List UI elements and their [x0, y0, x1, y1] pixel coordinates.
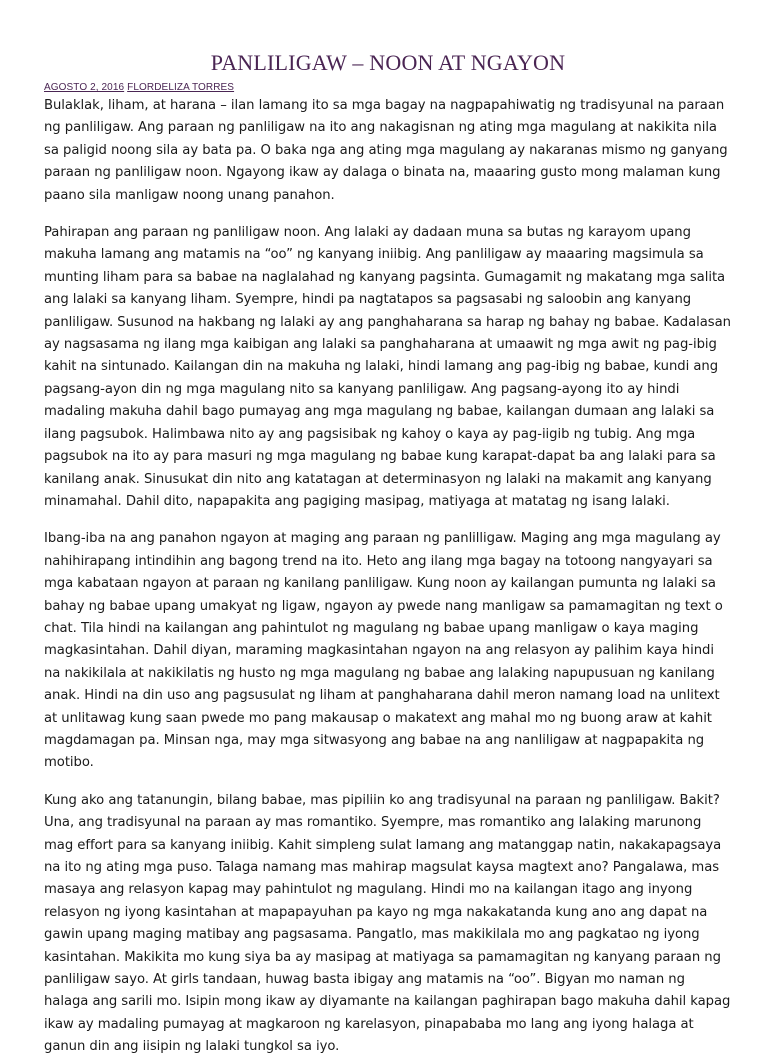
article-paragraph: Ibang-iba na ang panahon ngayon at maging ang paraan ng panlilligaw. Maging ang mga magulang ay nahihirapang intindihin ang bagong trend na ito. Heto ang ilang mga bagay na totoong nangyayari sa mga kabataan ngayon at paraan ng kanilang panliligaw. Kung noon ay kailangan pumunta ng lalaki sa bahay ng babae upang umakyat ng ligaw, ngayon ay pwede nang manligaw sa pamamagitan ng text o chat. Tila hindi na kailangan ang pahintulot ng magulang ng babae upang manligaw o kaya maging magkasintahan. Dahil diyan, maraming magkasintahan ngayon na ang relasyon ay palihim kaya hindi na nakikilala at nakikilatis ng husto ng mga magulang ng babae ang lalaking napupusuan ng kanilang anak. Hindi na din uso ang pagsusulat ng liham at panghaharana dahil meron namang load na unlitext at unlitawag kung saan pwede mo pang makausap o makatext ang mahal mo ng buong araw at kahit magdamagan pa. Minsan nga, may mga sitwasyong ang babae na ang nanliligaw at nagpapakita ng motibo.	[44, 531, 723, 771]
article-paragraph: Pahirapan ang paraan ng panliligaw noon. Ang lalaki ay dadaan muna sa butas ng karayom upang makuha lamang ang matamis na “oo” ng kanyang iniibig. Ang panliligaw ay maaaring magsimula sa munting liham para sa babae na naglalahad ng kanyang pagsinta. Gumagamit ng makatang mga salita ang lalaki sa kanyang liham. Syempre, hindi pa nagtatapos sa pagsasabi ng saloobin ang kanyang panliligaw. Susunod na hakbang ng lalaki ay ang panghaharana sa harap ng bahay ng babae. Kadalasan ay nagsasama ng ilang mga kaibigan ang lalaki sa panghaharana at umaawit ng mga awit ng pag-ibig kahit na sintunado. Kailangan din na makuha ng lalaki, hindi lamang ang pag-ibig ng babae, kundi ang pagsang-ayon din ng mga magulang nito sa kanyang panliligaw. Ang pagsang-ayong ito ay hindi madaling makuha dahil bago pumayag ang mga magulang ng babae, kailangan dumaan ang lalaki sa ilang pagsubok. Halimbawa nito ay ang pagsisibak ng kahoy o kaya ay pag-iigib ng tubig. Ang mga pagsubok na ito ay para masuri ng mga magulang ng babae kung karapat-dapat ba ang lalaki para sa kanilang anak. Sinusukat din nito ang katatagan at determinasyon ng lalaki na makamit ang kanyang minamahal. Dahil dito, napapakita ang pagiging masipag, matiyaga at matatag ng isang lalaki.	[44, 225, 731, 509]
article-paragraph: Kung ako ang tatanungin, bilang babae, mas pipiliin ko ang tradisyunal na paraan ng panliligaw. Bakit? Una, ang tradisyunal na paraan ay mas romantiko. Syempre, mas romantiko ang lalaking marunong mag effort para sa kanyang iniibig. Kahit simpleng sulat lamang ang matanggap natin, nakakapagsaya na ito ng ating mga puso. Talaga namang mas mahirap magsulat kaysa magtext ano? Pangalawa, mas masaya ang relasyon kapag may pahintulot ng magulang. Hindi mo na kailangan itago ang inyong relasyon ng iyong kasintahan at mapapayuhan pa kayo ng mga nakakatanda kung ano ang dapat na gawin upang maging matibay ang pagsasama. Pangatlo, mas makikilala mo ang pagkatao ng iyong kasintahan. Makikita mo kung siya ba ay masipag at matiyaga sa pamamagitan ng kanyang paraan ng panliligaw sayo. At girls tandaan, huwag basta ibigay ang matamis na “oo”. Bigyan mo naman ng halaga ang sarili mo. Isipin mong ikaw ay diyamante na kailangan paghirapan bago makuha dahil kapag ikaw ay madaling pumayag at magkaroon ng karelasyon, pinapababa mo lang ang iyong halaga at ganun din ang iisipin ng lalaki tungkol sa iyo.	[44, 792, 731, 1055]
article-meta	[44, 82, 732, 94]
author-link[interactable]: FLORDELIZA TORRES	[127, 82, 235, 93]
article-paragraph: Bulaklak, liham, at harana – ilan lamang ito sa mga bagay na nagpapahiwatig ng tradisyunal na paraan ng panliligaw. Ang paraan ng panliligaw na ito ang nakagisnan ng ating mga magulang at nakikita nila sa paligid noong sila ay bata pa. O baka nga ang ating mga magulang ay nakaranas mismo ng ganyang paraan ng panliligaw noon. Ngayong ikaw ay dalaga o binata na, maaaring gusto mong malaman kung paano sila manligaw noong unang panahon.	[44, 98, 728, 203]
post-date-link[interactable]: AGOSTO 2, 2016	[44, 82, 125, 93]
article-body	[44, 95, 732, 1059]
article-title: PANLILIGAW – NOON AT NGAYON	[210, 50, 566, 75]
